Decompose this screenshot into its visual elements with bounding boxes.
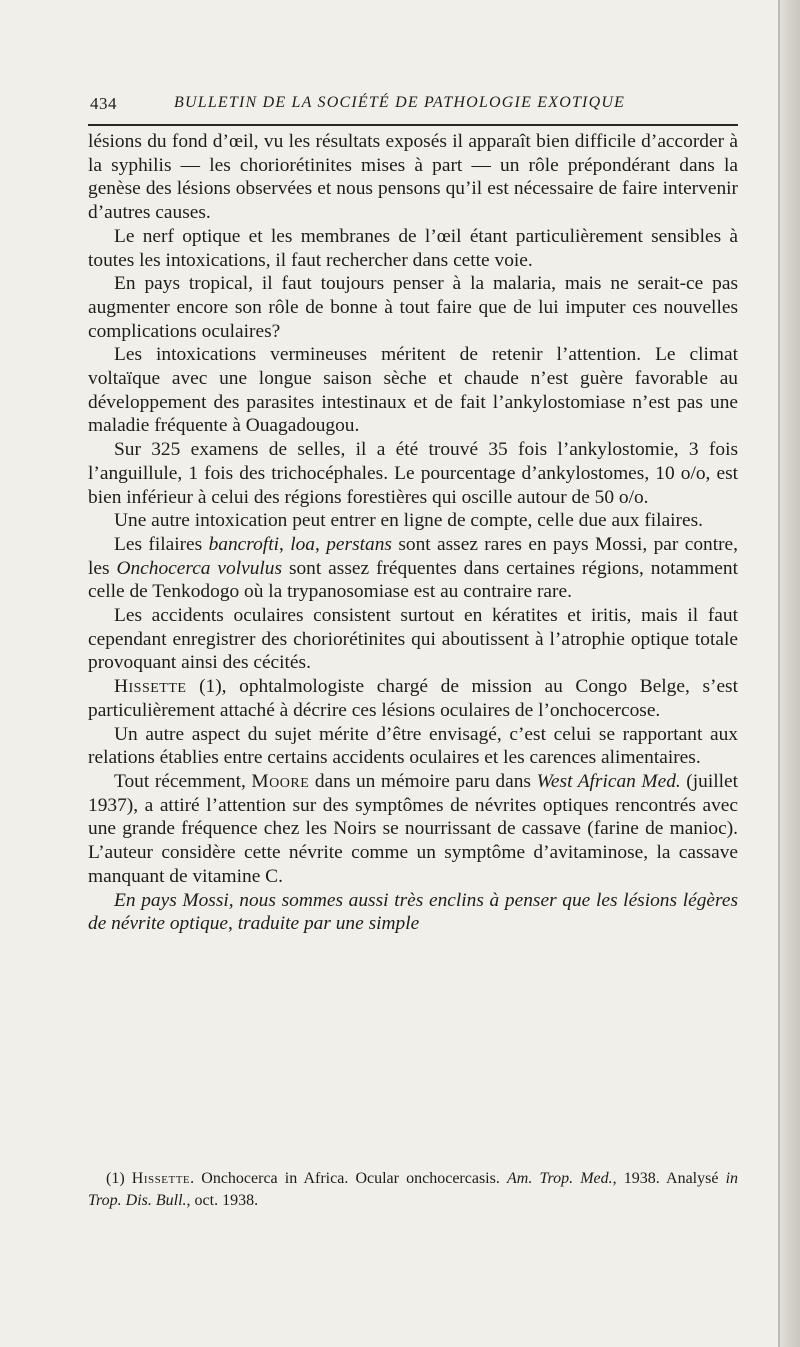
footnote-journal-1: Am. Trop. Med. [506, 1170, 613, 1187]
author-moore: Moore [251, 770, 310, 792]
footnote-text-3: , oct. 1938. [186, 1192, 259, 1209]
paragraph-5: Sur 325 examens de selles, il a été trouvé 35 fois l’ankylostomie, 3 fois l’anguillule, 1 fois des trichocéphales. Le pourcentage d’ankylostomes, 10 o/o, est bien inférieur à celui des régions forestières qui oscille autour de 50 o/o. [88, 439, 738, 508]
author-hissette: Hissette [114, 676, 187, 698]
header-rule [88, 124, 738, 126]
paragraph-3: En pays tropical, il faut toujours penser à la malaria, mais ne serait-ce pas augmenter encore son rôle de bonne à tout faire que de lui imputer ces nouvelles complications oculaires? [88, 273, 738, 342]
p9-text: (1), ophtalmologiste chargé de mission au Congo Belge, s’est particulièrement attaché à décrire ces lésions oculaires de l’onchocercose. [88, 676, 738, 721]
paragraph-9 [88, 675, 738, 722]
footnote-text-1: . Onchocerca in Africa. Ocular onchocercasis. [190, 1170, 507, 1187]
page-edge [778, 0, 800, 1347]
p11-text-1: Tout récemment, [114, 770, 252, 792]
paragraph-8: Les accidents oculaires consistent surtout en kératites et iritis, mais il faut cependant enregistrer des choriorétinites qui aboutissent à l’atrophie optique totale provoquant ainsi des cécités. [88, 605, 738, 674]
paragraph-7 [88, 533, 738, 604]
paragraph-11 [88, 770, 738, 889]
running-header [88, 92, 738, 118]
journal-west-african-med: West African Med. [536, 770, 681, 792]
p7-text-5: sont assez fréquentes dans certaines régions, notamment celle de Tenkodogo où la trypanosomiase est au contraire rare. [88, 557, 738, 603]
footnote-author: Hissette [131, 1170, 191, 1187]
page-number: 434 [90, 94, 117, 113]
paragraph-12 [88, 889, 738, 936]
paragraph-6: Une autre intoxication peut entrer en ligne de compte, celle due aux filaires. [114, 510, 704, 532]
species-onchocerca: Onchocerca volvulus [116, 557, 283, 579]
paragraph-1: lésions du fond d’œil, vu les résultats exposés il apparaît bien difficile d’accorder à la syphilis — les choriorétinites mises à part — un rôle prépondérant dans la genèse des lésions observées et nous pensons qu’il est nécessaire de faire intervenir d’autres causes. [88, 131, 738, 224]
p7-text-3: , [315, 533, 327, 555]
p11-text-3: (juillet 1937), a attiré l’attention sur des symptômes de névrites optiques rencontrés avec une grande fréquence chez les Noirs se nourrissant de cassave (farine de manioc). L’auteur considère cette névrite comme un symptôme d’avitaminose, la cassave manquant de vitamine C. [88, 770, 739, 887]
footnote-marker: (1) [106, 1170, 132, 1187]
species-perstans: perstans [326, 533, 392, 555]
paragraph-2: Le nerf optique et les membranes de l’œil étant particulièrement sensibles à toutes les intoxications, il faut rechercher dans cette voie. [88, 225, 738, 271]
p7-text-1: Les filaires [114, 533, 209, 555]
running-title: BULLETIN DE LA SOCIÉTÉ DE PATHOLOGIE EXOTIQUE [174, 94, 626, 111]
species-bancrofti: bancrofti [208, 533, 279, 555]
p12-italic-text: En pays Mossi, nous sommes aussi très enclins à penser que les lésions légères de névrite optique, traduite par une simple [88, 889, 738, 935]
p7-text-2: , [278, 533, 291, 555]
body-text [88, 130, 738, 936]
paragraph-10: Un autre aspect du sujet mérite d’être envisagé, c’est celui se rapportant aux relations établies entre certains accidents oculaires et les carences alimentaires. [88, 723, 738, 769]
footnote-1 [88, 1168, 738, 1212]
footnote-text-2: , 1938. Analysé [612, 1170, 726, 1187]
p7-text-4: sont assez rares en pays Mossi, par contre, les [88, 533, 739, 579]
paragraph-4: Les intoxications vermineuses méritent de retenir l’attention. Le climat voltaïque avec une longue saison sèche et chaude n’est guère favorable au développement des parasites intestinaux et de fait l’ankylostomiase n’est pas une maladie fréquente à Ouagadougou. [88, 344, 738, 437]
p11-text-2: dans un mémoire paru dans [309, 770, 537, 792]
footnote-journal-2: in Trop. Dis. Bull. [88, 1170, 739, 1209]
species-loa: loa [290, 533, 315, 555]
footnotes [88, 1168, 738, 1212]
